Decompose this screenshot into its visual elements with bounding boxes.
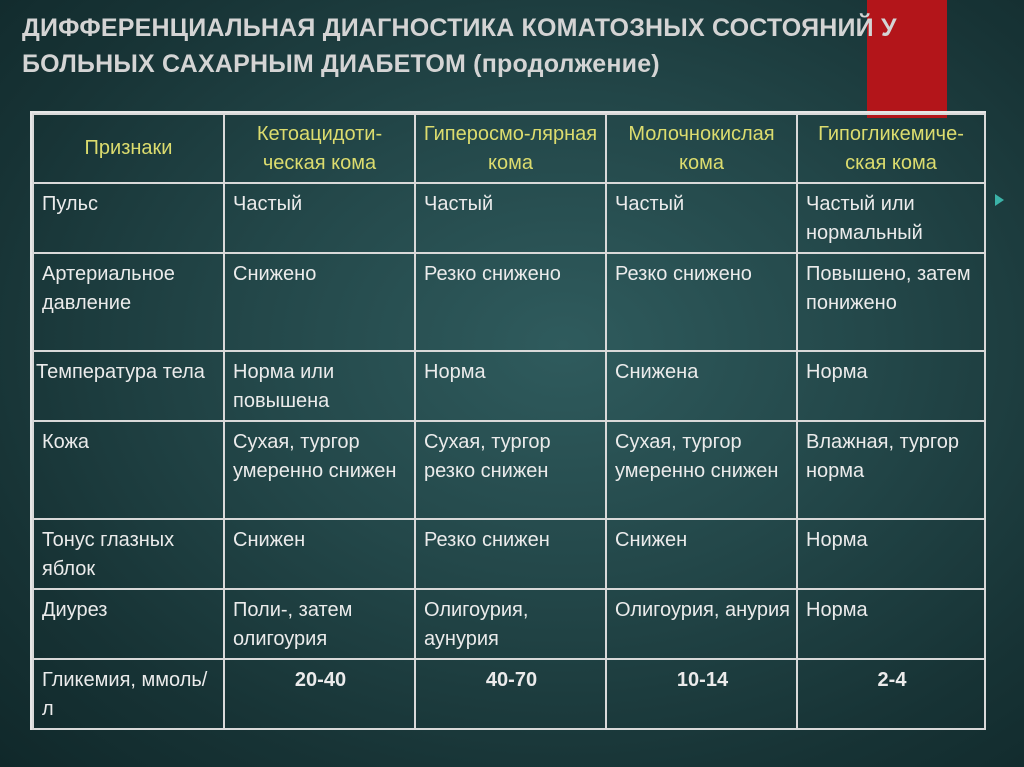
table-row [33, 519, 985, 589]
header-cell-hypoglycemic: Гипогликемиче-ская кома [797, 114, 985, 183]
slide-title: ДИФФЕРЕНЦИАЛЬНАЯ ДИАГНОСТИКА КОМАТОЗНЫХ СОСТОЯНИЙ У БОЛЬНЫХ САХАРНЫМ ДИАБЕТОМ (продолжение) [22, 14, 897, 78]
table-cell: Влажная, тургор норма [797, 421, 985, 519]
header-cell-lactic: Молочнокислая кома [606, 114, 797, 183]
table-cell: Снижен [224, 519, 415, 589]
table-cell: Частый [606, 183, 797, 253]
triangle-right-icon [995, 194, 1004, 206]
diagnosis-table-container [30, 111, 986, 730]
table-row [33, 351, 985, 421]
table-cell: Норма или повышена [224, 351, 415, 421]
table-cell: Норма [415, 351, 606, 421]
table-cell: Норма [797, 351, 985, 421]
table-cell: Норма [797, 589, 985, 659]
row-label-cell: Кожа [33, 421, 224, 519]
table-cell: Частый [224, 183, 415, 253]
table-row [33, 589, 985, 659]
table-cell: Снижена [606, 351, 797, 421]
table-row [33, 659, 985, 729]
table-cell: Повышено, затем понижено [797, 253, 985, 351]
glycemia-value-cell: 10-14 [606, 659, 797, 729]
table-cell: Поли-, затем олигоурия [224, 589, 415, 659]
table-cell: Частый [415, 183, 606, 253]
glycemia-value-cell: 20-40 [224, 659, 415, 729]
row-label-cell: Пульс [33, 183, 224, 253]
table-cell: Сухая, тургор умеренно снижен [606, 421, 797, 519]
row-label-cell: Тонус глазных яблок [33, 519, 224, 589]
table-row [33, 183, 985, 253]
row-label-cell: Артериальное давление [33, 253, 224, 351]
table-cell: Олигоурия, анурия [606, 589, 797, 659]
table-cell: Норма [797, 519, 985, 589]
table-row [33, 253, 985, 351]
table-cell: Снижен [606, 519, 797, 589]
header-cell-signs: Признаки [33, 114, 224, 183]
row-label-cell: Гликемия, ммоль/л [33, 659, 224, 729]
table-row [33, 421, 985, 519]
glycemia-value-cell: 40-70 [415, 659, 606, 729]
header-cell-ketoacidotic: Кетоацидоти-ческая кома [224, 114, 415, 183]
diagnosis-table [32, 113, 986, 730]
table-cell: Резко снижено [606, 253, 797, 351]
table-cell: Сухая, тургор резко снижен [415, 421, 606, 519]
row-label-cell: Диурез [33, 589, 224, 659]
table-cell: Сухая, тургор умеренно снижен [224, 421, 415, 519]
table-header-row [33, 114, 985, 183]
row-label-cell: Температура тела [33, 351, 224, 421]
table-cell: Резко снижено [415, 253, 606, 351]
table-cell: Снижено [224, 253, 415, 351]
table-cell: Частый или нормальный [797, 183, 985, 253]
table-cell: Олигоурия, аунурия [415, 589, 606, 659]
table-cell: Резко снижен [415, 519, 606, 589]
header-cell-hyperosmolar: Гиперосмо-лярная кома [415, 114, 606, 183]
glycemia-value-cell: 2-4 [797, 659, 985, 729]
